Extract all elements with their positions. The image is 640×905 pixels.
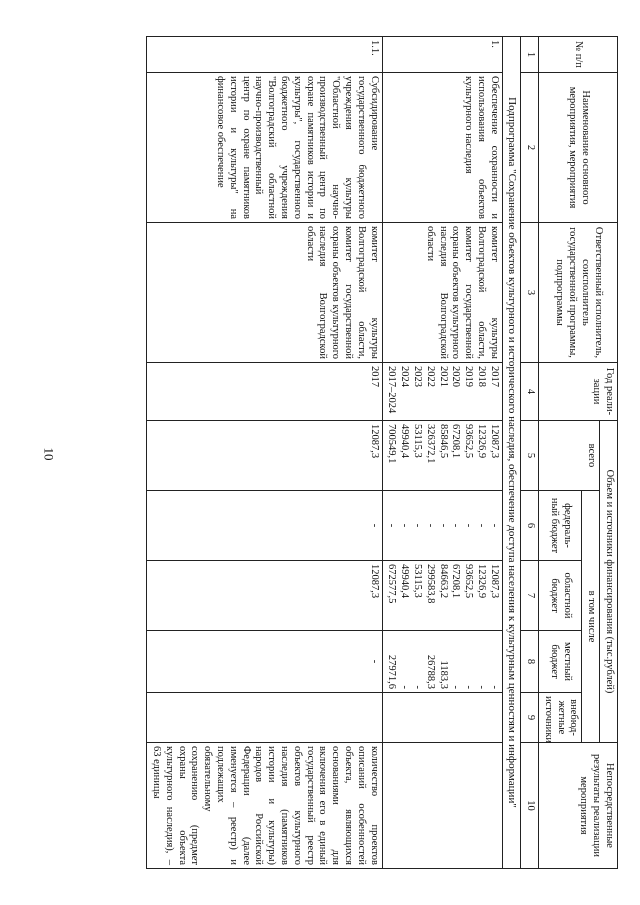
program-table — [146, 36, 618, 869]
federal-value: - — [437, 523, 449, 528]
federal-value: - — [424, 523, 436, 528]
regional-value: 53115,3 — [412, 564, 424, 598]
local-value: - — [399, 685, 411, 689]
column-number: 4 — [521, 363, 539, 421]
row-extra — [382, 693, 502, 743]
column-number: 3 — [521, 223, 539, 363]
total-value: 12087,3 — [368, 424, 380, 459]
row-total — [382, 421, 502, 491]
row-regional — [147, 561, 382, 631]
federal-value: - — [463, 523, 475, 528]
row-result — [382, 743, 502, 869]
local-value: - — [412, 685, 424, 689]
regional-value: 672577,5 — [386, 564, 398, 604]
year-value: 2017–2024 — [386, 366, 398, 414]
row-name: Обеспечение сохранности и использования объектов культурного наследия — [382, 73, 502, 223]
local-value: 1183,3 — [437, 660, 449, 689]
subprogram-row — [502, 37, 520, 869]
row-local — [382, 631, 502, 693]
row-total — [147, 421, 382, 491]
year-value: 2020 — [450, 366, 462, 387]
federal-value: - — [488, 523, 500, 528]
year-value: 2019 — [463, 366, 475, 387]
header-in-that: в том числе — [582, 491, 600, 743]
federal-value: - — [399, 523, 411, 528]
total-value: 12087,3 — [488, 424, 500, 459]
column-number: 10 — [521, 743, 539, 869]
federal-value: - — [412, 523, 424, 528]
column-number: 9 — [521, 693, 539, 743]
header-local: местный бюджет — [539, 631, 582, 693]
total-value: 67208,1 — [450, 424, 462, 459]
regional-value: 49940,4 — [399, 564, 411, 599]
row-executor: комитет культуры Волгоградской области, комитет государственной охраны объектов культурного наследия Волгоградской области — [382, 223, 502, 363]
local-value: - — [476, 685, 488, 689]
regional-value: 93652,5 — [463, 564, 475, 599]
total-value: 93652,5 — [463, 424, 475, 459]
header-executor: Ответственный исполнитель, соисполнитель государственной программы, подпрограммы — [539, 223, 618, 363]
year-value: 2022 — [424, 366, 436, 387]
regional-value: 12087,3 — [368, 564, 380, 599]
local-value: - — [488, 685, 500, 689]
subprogram-title: Подпрограмма "Сохранение объектов культурного и исторического наследия, обеспечение доступа населения к культурным ценностям и информации" — [502, 37, 520, 869]
total-value: 85846,5 — [437, 424, 449, 459]
local-value: 27971,6 — [386, 654, 398, 689]
column-number: 2 — [521, 73, 539, 223]
header-year: Год реали-зации — [539, 363, 618, 421]
total-value: 53115,3 — [412, 424, 424, 458]
header-total: всего — [539, 421, 600, 491]
page-number: 10 — [41, 447, 57, 461]
column-number: 1 — [521, 37, 539, 73]
total-value: 700549,1 — [386, 424, 398, 464]
year-value: 2018 — [476, 366, 488, 387]
local-value: 26788,3 — [424, 654, 436, 689]
year-value: 2017 — [368, 366, 380, 387]
total-value: 326372,1 — [424, 424, 436, 464]
row-result: количество проектов описаний особенностей объекта, являющихся основаниями для включения его в единый государственный реестр объектов культурного наследия (памятников истории и культуры) народов Российской Федерации (далее именуется – реестр) и подлежащих обязательному сохранению (предмет охраны объекта культурного наследия), – 63 единицы — [147, 743, 382, 869]
column-number: 7 — [521, 561, 539, 631]
local-value: - — [450, 685, 462, 689]
row-local — [147, 631, 382, 693]
local-value: - — [463, 685, 475, 689]
regional-value: 12087,3 — [488, 564, 500, 599]
row-name: Субсидирование государственного бюджетного учреждения культуры "Областной научно-производственный центр по охране памятников истории и культуры", государственного бюджетного учреждения "Волгоградский областной научно-производственный центр по охране памятников истории и культуры" на финансовое обеспечение — [147, 73, 382, 223]
regional-value: 12326,9 — [476, 564, 488, 599]
table-row — [147, 37, 382, 869]
header-name: Наименование основного мероприятия, мероприятия — [539, 73, 618, 223]
year-value: 2017 — [488, 366, 500, 387]
row-federal — [147, 491, 382, 561]
regional-value: 299583,8 — [424, 564, 436, 604]
row-years — [382, 363, 502, 421]
table-row — [382, 37, 502, 869]
federal-value: - — [386, 523, 398, 528]
header-results: Непосредственные результаты реализации мероприятия — [539, 743, 618, 869]
row-num: 1. — [382, 37, 502, 73]
column-number: 6 — [521, 491, 539, 561]
federal-value: - — [450, 523, 462, 528]
total-value: 49940,4 — [399, 424, 411, 459]
row-regional — [382, 561, 502, 631]
header-federal: федераль-ный бюджет — [539, 491, 582, 561]
federal-value: - — [476, 523, 488, 528]
document-sheet — [146, 36, 618, 868]
regional-value: 84663,2 — [437, 564, 449, 599]
header-funding: Объем и источники финансирования (тыс.рублей) — [600, 421, 618, 743]
header-extra: внебюд-жетные источники — [539, 693, 582, 743]
column-number: 5 — [521, 421, 539, 491]
year-value: 2024 — [399, 366, 411, 387]
row-num: 1.1. — [147, 37, 382, 73]
column-number: 8 — [521, 631, 539, 693]
year-value: 2023 — [412, 366, 424, 387]
regional-value: 67208,1 — [450, 564, 462, 599]
federal-value: - — [368, 523, 380, 528]
row-executor: комитет культуры Волгоградской области, комитет государственной охраны объектов культурного наследия Волгоградской области — [147, 223, 382, 363]
row-years — [147, 363, 382, 421]
header-num: № п/п — [539, 37, 618, 73]
column-number-row — [521, 37, 539, 869]
header-regional: областной бюджет — [539, 561, 582, 631]
row-federal — [382, 491, 502, 561]
total-value: 12326,9 — [476, 424, 488, 459]
local-value: - — [368, 659, 380, 664]
year-value: 2021 — [437, 366, 449, 387]
row-extra — [147, 693, 382, 743]
header-row-1 — [600, 37, 618, 869]
